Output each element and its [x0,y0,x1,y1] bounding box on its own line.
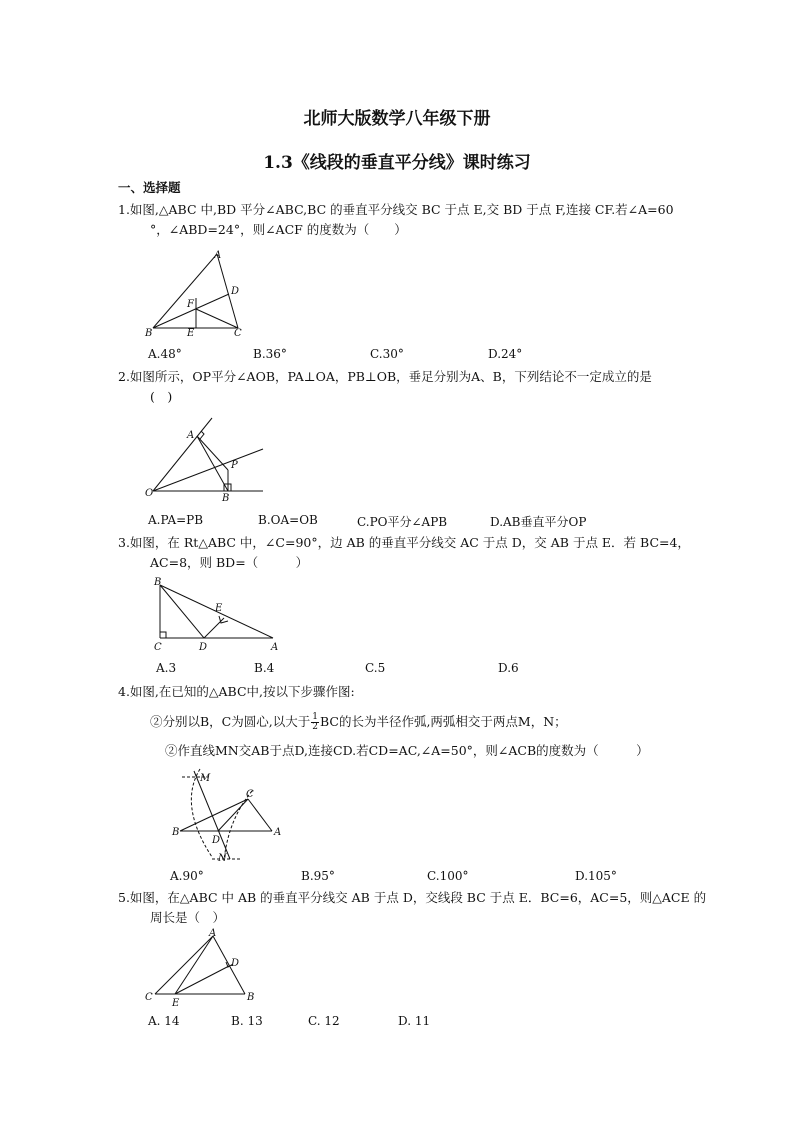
q3-option-c[interactable]: C.5 [365,661,386,675]
page-subtitle: 1.3《线段的垂直平分线》课时练习 [263,153,531,173]
q5-option-b[interactable]: B. 13 [231,1014,263,1028]
q3-option-b[interactable]: B.4 [254,661,275,675]
q4-figure [168,765,288,865]
q2-label-o: O [145,488,154,499]
q1-label-f: F [187,299,194,310]
q2-label-p: P [231,460,238,471]
q5-figure [145,930,260,1010]
q3-text-line1: 3.如图，在 Rt△ABC 中，∠C=90°，边 AB 的垂直平分线交 AC 于点 D，交 AB 于点 E．若 BC=4， [118,535,690,550]
q4-label-a: A [274,827,282,838]
q2-text-line1: 2.如图所示，OP平分∠AOB，PA⊥OA，PB⊥OB，垂足分别为A、B，下列结论不一定成立的是 [118,369,652,384]
q4-option-c[interactable]: C.100° [427,869,469,883]
q2-label-b: B [222,493,230,504]
q5-label-a: A [209,928,217,939]
q5-label-e: E [172,998,180,1009]
q1-text-line1: 1.如图,△ABC 中,BD 平分∠ABC,BC 的垂直平分线交 BC 于点 E,交 BD 于点 F,连接 CF.若∠A=60 [118,202,674,217]
q5-text-line2: 周长是（ ） [150,910,226,925]
page-title: 北师大版数学八年级下册 [303,109,491,129]
q5-label-d: D [231,958,240,969]
q5-option-a[interactable]: A. 14 [148,1014,180,1028]
q1-label-c: C [234,328,242,339]
q1-text-line2: °，∠ABD=24°，则∠ACF 的度数为（ ） [150,222,407,237]
q1-option-a[interactable]: A.48° [148,347,182,361]
q5-option-d[interactable]: D. 11 [398,1014,431,1028]
q1-option-c[interactable]: C.30° [370,347,404,361]
q4-text-line1: 4.如图,在已知的△ABC中,按以下步骤作图: [118,684,355,699]
q3-label-d: D [199,642,208,653]
q1-label-d: D [231,286,240,297]
q1-label-b: B [145,328,153,339]
q5-text-line1: 5.如图，在△ABC 中 AB 的垂直平分线交 AB 于点 D，交线段 BC 于点 E．BC=6，AC=5，则△ACE 的 [118,890,707,905]
q4-option-d[interactable]: D.105° [575,869,617,883]
q2-option-b[interactable]: B.OA=OB [258,513,318,527]
q3-figure [148,577,288,655]
q3-label-b: B [154,577,162,588]
q2-figure [145,414,265,504]
q2-text-line2: ( ) [150,389,173,404]
q2-option-d[interactable]: D.AB垂直平分OP [490,515,587,529]
q4-label-b: B [172,827,180,838]
q3-option-d[interactable]: D.6 [498,661,519,675]
q4-step-1 [150,713,567,732]
q3-label-c: C [154,642,162,653]
q1-figure [145,248,255,340]
q4-step-2: ②作直线MN交AB于点D,连接CD.若CD=AC,∠A=50°，则∠ACB的度数为（ ） [165,743,649,758]
q5-label-b: B [247,992,255,1003]
q2-option-c[interactable]: C.PO平分∠APB [357,515,448,529]
q4-step1-after: BC的长为半径作弧,两弧相交于两点M，N； [319,714,567,729]
q4-fraction-denominator: 2 [312,722,318,732]
q4-option-a[interactable]: A.90° [170,869,204,883]
q4-label-n: N [218,853,227,864]
q4-option-b[interactable]: B.95° [301,869,335,883]
q5-option-c[interactable]: C. 12 [308,1014,340,1028]
q1-label-a: A [214,250,222,261]
section-heading: 一、选择题 [118,180,181,195]
q4-half-fraction [311,713,319,732]
q3-label-a: A [271,642,279,653]
q3-option-a[interactable]: A.3 [156,661,177,675]
q3-label-e: E [215,603,223,614]
q1-option-d[interactable]: D.24° [488,347,523,361]
q1-label-e: E [187,328,195,339]
q3-text-line2: AC=8，则 BD=（ ） [150,555,309,570]
q5-label-c: C [145,992,153,1003]
q4-label-c: C [246,789,254,800]
q4-fraction-numerator: 1 [312,712,318,722]
q2-option-a[interactable]: A.PA=PB [148,513,204,527]
q4-step1-before: ②分别以B，C为圆心,以大于 [150,714,311,729]
q2-label-a: A [187,430,195,441]
q4-label-d: D [212,835,221,846]
q4-label-m: M [200,773,211,784]
q1-option-b[interactable]: B.36° [253,347,287,361]
